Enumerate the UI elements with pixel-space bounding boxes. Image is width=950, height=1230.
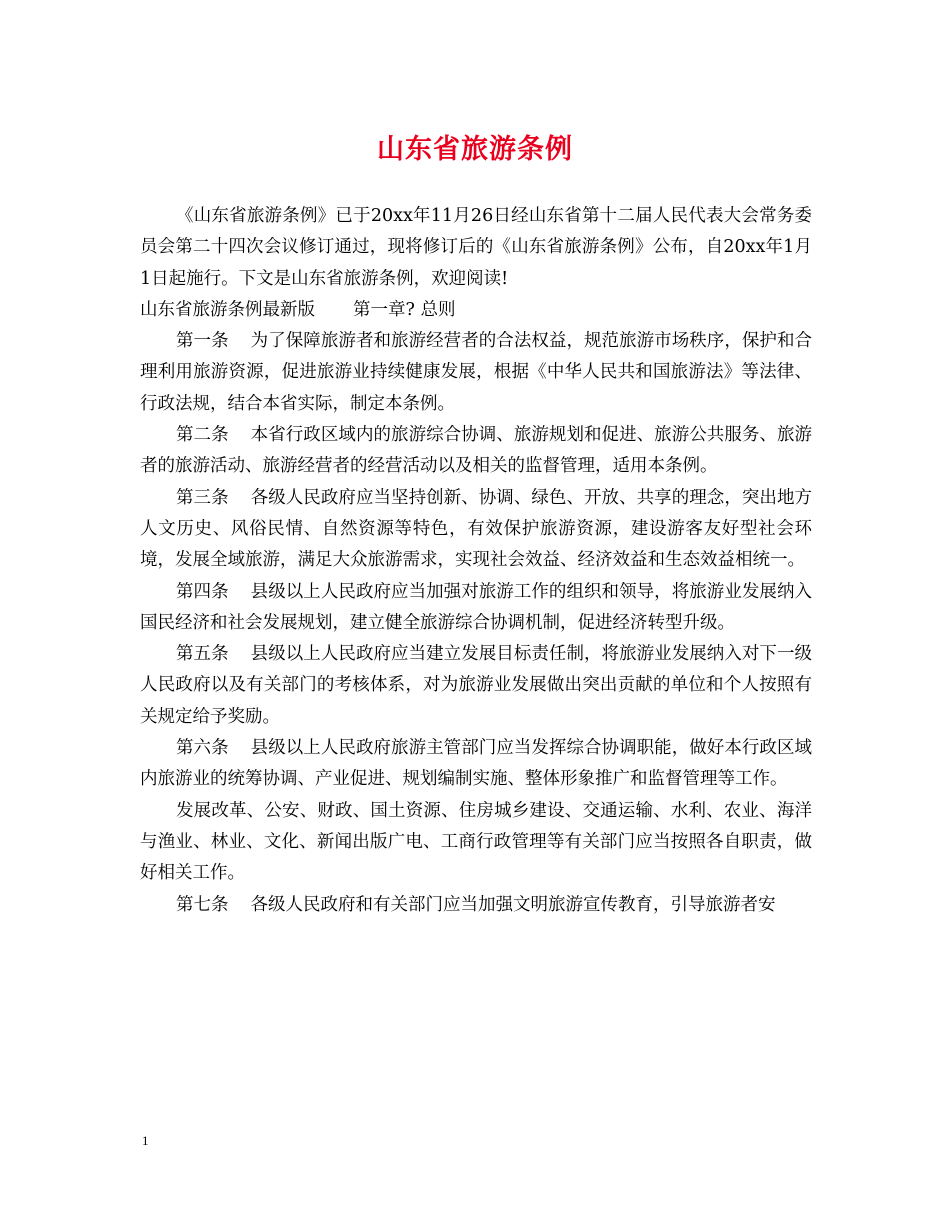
article-6-continuation: 发展改革、公安、财政、国土资源、住房城乡建设、交通运输、水利、农业、海洋与渔业、林业、文化、新闻出版广电、工商行政管理等有关部门应当按照各自职责，做好相关工作。: [140, 800, 812, 884]
intro-paragraph: 《山东省旅游条例》已于20xx年11月26日经山东省第十二届人民代表大会常务委员会第二十四次会议修订通过，现将修订后的《山东省旅游条例》公布，自20xx年1月1日起施行。下文是山东省旅游条例，欢迎阅读!: [140, 206, 812, 289]
document-title: 山东省旅游条例: [377, 134, 573, 165]
subheading-line: [140, 295, 812, 326]
article-number: 第六条: [176, 738, 229, 759]
article-text: 各级人民政府应当坚持创新、协调、绿色、开放、共享的理念，突出地方人文历史、风俗民情、自然资源等特色，有效保护旅游资源，建设游客友好型社会环境，发展全域旅游，满足大众旅游需求，实现社会效益、经济效益和生态效益相统一。: [140, 487, 813, 571]
article-6: [140, 733, 812, 796]
article-2: [140, 420, 812, 483]
article-number: 第七条: [176, 894, 229, 915]
article-text: 县级以上人民政府应当加强对旅游工作的组织和领导，将旅游业发展纳入国民经济和社会发展规划，建立健全旅游综合协调机制，促进经济转型升级。: [140, 581, 813, 633]
page-number: 1: [142, 1133, 149, 1148]
article-number: 第三条: [176, 487, 229, 508]
chapter-heading: 第一章? 总则: [353, 299, 456, 320]
article-text: 各级人民政府和有关部门应当加强文明旅游宣传教育，引导旅游者安: [250, 894, 776, 915]
article-text: 县级以上人民政府应当建立发展目标责任制，将旅游业发展纳入对下一级人民政府以及有关部门的考核体系，对为旅游业发展做出突出贡献的单位和个人按照有关规定给予奖励。: [140, 644, 813, 727]
article-number: 第五条: [176, 644, 229, 665]
article-number: 第二条: [176, 425, 229, 446]
article-number: 第一条: [176, 331, 229, 352]
article-1: [140, 326, 812, 420]
document-body: [140, 201, 812, 921]
article-7: [140, 890, 812, 921]
article-text: 县级以上人民政府旅游主管部门应当发挥综合协调职能，做好本行政区域内旅游业的统筹协调、产业促进、规划编制实施、整体形象推广和监督管理等工作。: [140, 738, 813, 790]
article-text: 为了保障旅游者和旅游经营者的合法权益，规范旅游市场秩序，保护和合理利用旅游资源，促进旅游业持续健康发展，根据《中华人民共和国旅游法》等法律、行政法规，结合本省实际，制定本条例。: [140, 331, 813, 414]
subheading-left: 山东省旅游条例最新版: [140, 299, 315, 320]
article-3: [140, 483, 812, 577]
article-5: [140, 639, 812, 733]
article-number: 第四条: [176, 581, 229, 602]
article-4: [140, 577, 812, 640]
article-text: 本省行政区域内的旅游综合协调、旅游规划和促进、旅游公共服务、旅游者的旅游活动、旅游经营者的经营活动以及相关的监督管理，适用本条例。: [140, 425, 813, 477]
